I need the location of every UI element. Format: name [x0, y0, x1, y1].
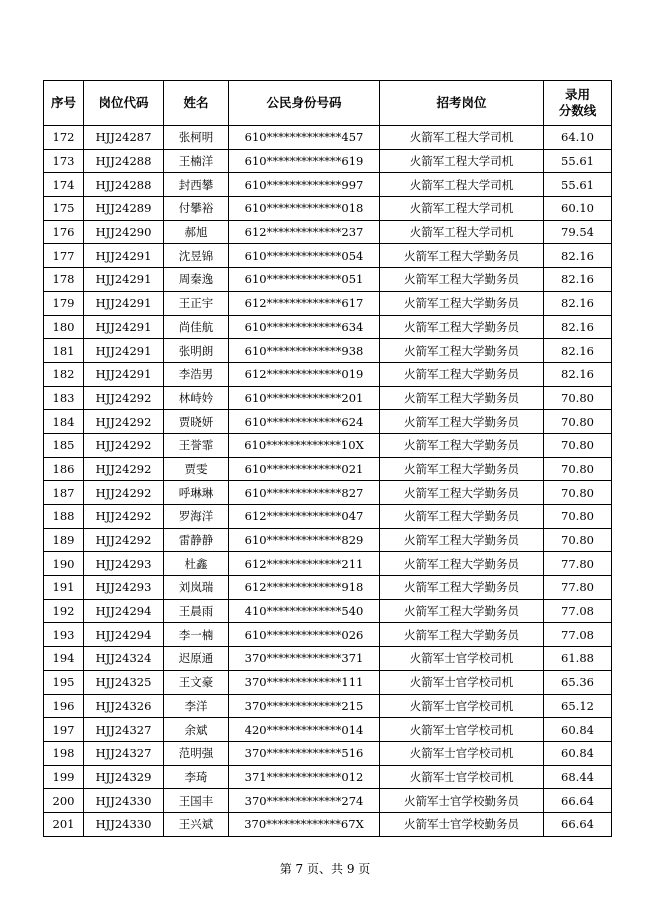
- cell-id-number: 610*************457: [229, 126, 380, 150]
- cell-post-code: HJJ24294: [84, 623, 164, 647]
- cell-position: 火箭军工程大学司机: [380, 197, 544, 221]
- cell-id-number: 612*************918: [229, 576, 380, 600]
- cell-serial: 180: [44, 315, 84, 339]
- cell-id-number: 612*************047: [229, 505, 380, 529]
- cell-name: 王文豪: [164, 670, 229, 694]
- cell-serial: 183: [44, 386, 84, 410]
- cell-position: 火箭军工程大学勤务员: [380, 268, 544, 292]
- page-footer: 第 7 页、共 9 页: [279, 862, 371, 876]
- cell-post-code: HJJ24291: [84, 362, 164, 386]
- cell-name: 封西攀: [164, 173, 229, 197]
- cell-position: 火箭军工程大学勤务员: [380, 481, 544, 505]
- cell-cutoff-score: 61.88: [544, 647, 612, 671]
- cell-serial: 172: [44, 126, 84, 150]
- cell-position: 火箭军工程大学勤务员: [380, 599, 544, 623]
- table-row: [44, 433, 612, 457]
- cell-position: 火箭军工程大学勤务员: [380, 528, 544, 552]
- table-row: [44, 362, 612, 386]
- cell-id-number: 610*************054: [229, 244, 380, 268]
- cell-id-number: 370*************67X: [229, 812, 380, 836]
- cell-id-number: 410*************540: [229, 599, 380, 623]
- cell-position: 火箭军工程大学勤务员: [380, 576, 544, 600]
- cell-post-code: HJJ24293: [84, 552, 164, 576]
- cell-id-number: 610*************018: [229, 197, 380, 221]
- cell-cutoff-score: 77.80: [544, 552, 612, 576]
- cell-post-code: HJJ24292: [84, 528, 164, 552]
- cell-id-number: 370*************111: [229, 670, 380, 694]
- table-row: [44, 386, 612, 410]
- cell-post-code: HJJ24330: [84, 812, 164, 836]
- cell-name: 李洋: [164, 694, 229, 718]
- cell-name: 郝旭: [164, 220, 229, 244]
- cell-cutoff-score: 77.80: [544, 576, 612, 600]
- cell-position: 火箭军工程大学勤务员: [380, 315, 544, 339]
- cell-cutoff-score: 82.16: [544, 362, 612, 386]
- table-row: [44, 505, 612, 529]
- cell-serial: 182: [44, 362, 84, 386]
- cell-post-code: HJJ24325: [84, 670, 164, 694]
- cell-id-number: 370*************371: [229, 647, 380, 671]
- cell-cutoff-score: 66.64: [544, 789, 612, 813]
- cell-name: 呼琳琳: [164, 481, 229, 505]
- cell-cutoff-score: 66.64: [544, 812, 612, 836]
- cell-cutoff-score: 70.80: [544, 481, 612, 505]
- cell-cutoff-score: 55.61: [544, 173, 612, 197]
- cell-post-code: HJJ24292: [84, 457, 164, 481]
- cell-name: 付攀裕: [164, 197, 229, 221]
- cell-id-number: 371*************012: [229, 765, 380, 789]
- cell-id-number: 610*************021: [229, 457, 380, 481]
- cell-position: 火箭军士官学校司机: [380, 765, 544, 789]
- cell-cutoff-score: 64.10: [544, 126, 612, 150]
- cell-post-code: HJJ24290: [84, 220, 164, 244]
- cell-cutoff-score: 77.08: [544, 623, 612, 647]
- cell-name: 贾雯: [164, 457, 229, 481]
- cell-name: 沈昱锦: [164, 244, 229, 268]
- cell-post-code: HJJ24291: [84, 268, 164, 292]
- cell-serial: 198: [44, 741, 84, 765]
- cell-name: 王誉霏: [164, 433, 229, 457]
- cell-post-code: HJJ24292: [84, 505, 164, 529]
- cell-id-number: 610*************634: [229, 315, 380, 339]
- cell-name: 范明强: [164, 741, 229, 765]
- cell-post-code: HJJ24294: [84, 599, 164, 623]
- cell-cutoff-score: 82.16: [544, 268, 612, 292]
- cell-serial: 192: [44, 599, 84, 623]
- cell-name: 李琦: [164, 765, 229, 789]
- cell-name: 罗海洋: [164, 505, 229, 529]
- table-row: [44, 173, 612, 197]
- cell-cutoff-score: 60.10: [544, 197, 612, 221]
- cell-serial: 184: [44, 410, 84, 434]
- cell-post-code: HJJ24292: [84, 410, 164, 434]
- cell-serial: 177: [44, 244, 84, 268]
- cell-serial: 178: [44, 268, 84, 292]
- cell-name: 贾晓妍: [164, 410, 229, 434]
- cell-post-code: HJJ24326: [84, 694, 164, 718]
- cell-cutoff-score: 60.84: [544, 718, 612, 742]
- cell-name: 周秦逸: [164, 268, 229, 292]
- cell-post-code: HJJ24289: [84, 197, 164, 221]
- cell-cutoff-score: 82.16: [544, 339, 612, 363]
- cell-id-number: 610*************201: [229, 386, 380, 410]
- cell-post-code: HJJ24287: [84, 126, 164, 150]
- cell-cutoff-score: 70.80: [544, 528, 612, 552]
- cell-post-code: HJJ24329: [84, 765, 164, 789]
- cell-position: 火箭军工程大学勤务员: [380, 623, 544, 647]
- cell-serial: 197: [44, 718, 84, 742]
- cell-id-number: 612*************019: [229, 362, 380, 386]
- table-row: [44, 315, 612, 339]
- cell-position: 火箭军工程大学勤务员: [380, 291, 544, 315]
- cell-position: 火箭军士官学校司机: [380, 718, 544, 742]
- score-table: [43, 80, 612, 837]
- table-header-row: [44, 81, 612, 126]
- cell-name: 张柯明: [164, 126, 229, 150]
- cell-serial: 179: [44, 291, 84, 315]
- cell-position: 火箭军工程大学勤务员: [380, 244, 544, 268]
- cell-id-number: 610*************051: [229, 268, 380, 292]
- table-row: [44, 623, 612, 647]
- cell-cutoff-score: 70.80: [544, 505, 612, 529]
- table-row: [44, 789, 612, 813]
- cell-position: 火箭军士官学校司机: [380, 694, 544, 718]
- cell-serial: 186: [44, 457, 84, 481]
- cell-cutoff-score: 70.80: [544, 457, 612, 481]
- cell-name: 李一楠: [164, 623, 229, 647]
- cell-name: 张明朗: [164, 339, 229, 363]
- cell-id-number: 610*************624: [229, 410, 380, 434]
- cell-position: 火箭军工程大学勤务员: [380, 410, 544, 434]
- cell-serial: 188: [44, 505, 84, 529]
- cell-post-code: HJJ24292: [84, 386, 164, 410]
- table-row: [44, 339, 612, 363]
- cell-cutoff-score: 82.16: [544, 315, 612, 339]
- cell-cutoff-score: 70.80: [544, 410, 612, 434]
- cell-post-code: HJJ24288: [84, 149, 164, 173]
- cell-serial: 173: [44, 149, 84, 173]
- cell-name: 尚佳航: [164, 315, 229, 339]
- cell-id-number: 370*************215: [229, 694, 380, 718]
- cell-post-code: HJJ24288: [84, 173, 164, 197]
- cell-cutoff-score: 65.36: [544, 670, 612, 694]
- cell-post-code: HJJ24292: [84, 481, 164, 505]
- table-row: [44, 576, 612, 600]
- cell-position: 火箭军士官学校司机: [380, 741, 544, 765]
- table-row: [44, 410, 612, 434]
- cell-name: 迟原通: [164, 647, 229, 671]
- cell-name: 王国丰: [164, 789, 229, 813]
- cell-serial: 187: [44, 481, 84, 505]
- cell-cutoff-score: 70.80: [544, 386, 612, 410]
- cell-position: 火箭军士官学校司机: [380, 647, 544, 671]
- cell-name: 王晨雨: [164, 599, 229, 623]
- table-row: [44, 812, 612, 836]
- cell-name: 王兴斌: [164, 812, 229, 836]
- cell-cutoff-score: 55.61: [544, 149, 612, 173]
- cell-name: 雷静静: [164, 528, 229, 552]
- cell-serial: 196: [44, 694, 84, 718]
- cell-cutoff-score: 70.80: [544, 433, 612, 457]
- cell-id-number: 610*************10X: [229, 433, 380, 457]
- table-row: [44, 481, 612, 505]
- cell-cutoff-score: 82.16: [544, 244, 612, 268]
- cell-post-code: HJJ24324: [84, 647, 164, 671]
- table-row: [44, 599, 612, 623]
- cell-serial: 191: [44, 576, 84, 600]
- cell-serial: 174: [44, 173, 84, 197]
- cell-post-code: HJJ24330: [84, 789, 164, 813]
- cell-cutoff-score: 68.44: [544, 765, 612, 789]
- cell-position: 火箭军士官学校勤务员: [380, 789, 544, 813]
- cell-position: 火箭军工程大学司机: [380, 126, 544, 150]
- cell-id-number: 612*************617: [229, 291, 380, 315]
- cell-post-code: HJJ24291: [84, 244, 164, 268]
- header-position: 招考岗位: [380, 81, 544, 126]
- cell-name: 王楠洋: [164, 149, 229, 173]
- cell-name: 杜鑫: [164, 552, 229, 576]
- cell-position: 火箭军工程大学司机: [380, 149, 544, 173]
- cell-serial: 199: [44, 765, 84, 789]
- cell-position: 火箭军工程大学司机: [380, 173, 544, 197]
- cell-post-code: HJJ24293: [84, 576, 164, 600]
- cell-serial: 200: [44, 789, 84, 813]
- table-row: [44, 126, 612, 150]
- cell-id-number: 612*************237: [229, 220, 380, 244]
- header-name: 姓名: [164, 81, 229, 126]
- header-serial: 序号: [44, 81, 84, 126]
- cell-position: 火箭军工程大学勤务员: [380, 505, 544, 529]
- table-body: [44, 126, 612, 837]
- cell-id-number: 610*************827: [229, 481, 380, 505]
- cell-post-code: HJJ24291: [84, 291, 164, 315]
- cell-position: 火箭军工程大学勤务员: [380, 362, 544, 386]
- cell-cutoff-score: 60.84: [544, 741, 612, 765]
- header-post-code: 岗位代码: [84, 81, 164, 126]
- cell-position: 火箭军工程大学勤务员: [380, 457, 544, 481]
- cell-position: 火箭军工程大学勤务员: [380, 552, 544, 576]
- cell-id-number: 370*************274: [229, 789, 380, 813]
- cell-post-code: HJJ24292: [84, 433, 164, 457]
- cell-id-number: 610*************938: [229, 339, 380, 363]
- cell-name: 王正宇: [164, 291, 229, 315]
- cell-serial: 175: [44, 197, 84, 221]
- table-row: [44, 670, 612, 694]
- cell-post-code: HJJ24291: [84, 315, 164, 339]
- cell-serial: 176: [44, 220, 84, 244]
- cell-name: 林峙妗: [164, 386, 229, 410]
- cell-position: 火箭军工程大学勤务员: [380, 339, 544, 363]
- header-cutoff-score: 录用 分数线: [544, 81, 612, 126]
- cell-cutoff-score: 79.54: [544, 220, 612, 244]
- cell-post-code: HJJ24291: [84, 339, 164, 363]
- table-row: [44, 244, 612, 268]
- cell-name: 李浩男: [164, 362, 229, 386]
- cell-id-number: 610*************619: [229, 149, 380, 173]
- cell-cutoff-score: 82.16: [544, 291, 612, 315]
- cell-position: 火箭军士官学校司机: [380, 670, 544, 694]
- cell-id-number: 612*************211: [229, 552, 380, 576]
- table-row: [44, 718, 612, 742]
- cell-id-number: 610*************829: [229, 528, 380, 552]
- cell-serial: 193: [44, 623, 84, 647]
- cell-post-code: HJJ24327: [84, 718, 164, 742]
- table-row: [44, 457, 612, 481]
- table-row: [44, 149, 612, 173]
- table-row: [44, 291, 612, 315]
- cell-position: 火箭军工程大学勤务员: [380, 433, 544, 457]
- cell-serial: 181: [44, 339, 84, 363]
- cell-name: 刘岚瑞: [164, 576, 229, 600]
- cell-cutoff-score: 65.12: [544, 694, 612, 718]
- cell-name: 余斌: [164, 718, 229, 742]
- table-row: [44, 647, 612, 671]
- table-row: [44, 528, 612, 552]
- cell-cutoff-score: 77.08: [544, 599, 612, 623]
- table-row: [44, 197, 612, 221]
- header-id-number: 公民身份号码: [229, 81, 380, 126]
- table-row: [44, 694, 612, 718]
- cell-serial: 195: [44, 670, 84, 694]
- cell-id-number: 610*************997: [229, 173, 380, 197]
- cell-position: 火箭军士官学校勤务员: [380, 812, 544, 836]
- table-row: [44, 765, 612, 789]
- cell-post-code: HJJ24327: [84, 741, 164, 765]
- cell-id-number: 420*************014: [229, 718, 380, 742]
- score-table-container: [43, 80, 611, 837]
- cell-id-number: 610*************026: [229, 623, 380, 647]
- cell-serial: 185: [44, 433, 84, 457]
- cell-serial: 190: [44, 552, 84, 576]
- table-row: [44, 220, 612, 244]
- cell-position: 火箭军工程大学勤务员: [380, 386, 544, 410]
- cell-position: 火箭军工程大学司机: [380, 220, 544, 244]
- table-row: [44, 741, 612, 765]
- cell-serial: 201: [44, 812, 84, 836]
- table-row: [44, 552, 612, 576]
- cell-serial: 189: [44, 528, 84, 552]
- table-row: [44, 268, 612, 292]
- cell-serial: 194: [44, 647, 84, 671]
- cell-id-number: 370*************516: [229, 741, 380, 765]
